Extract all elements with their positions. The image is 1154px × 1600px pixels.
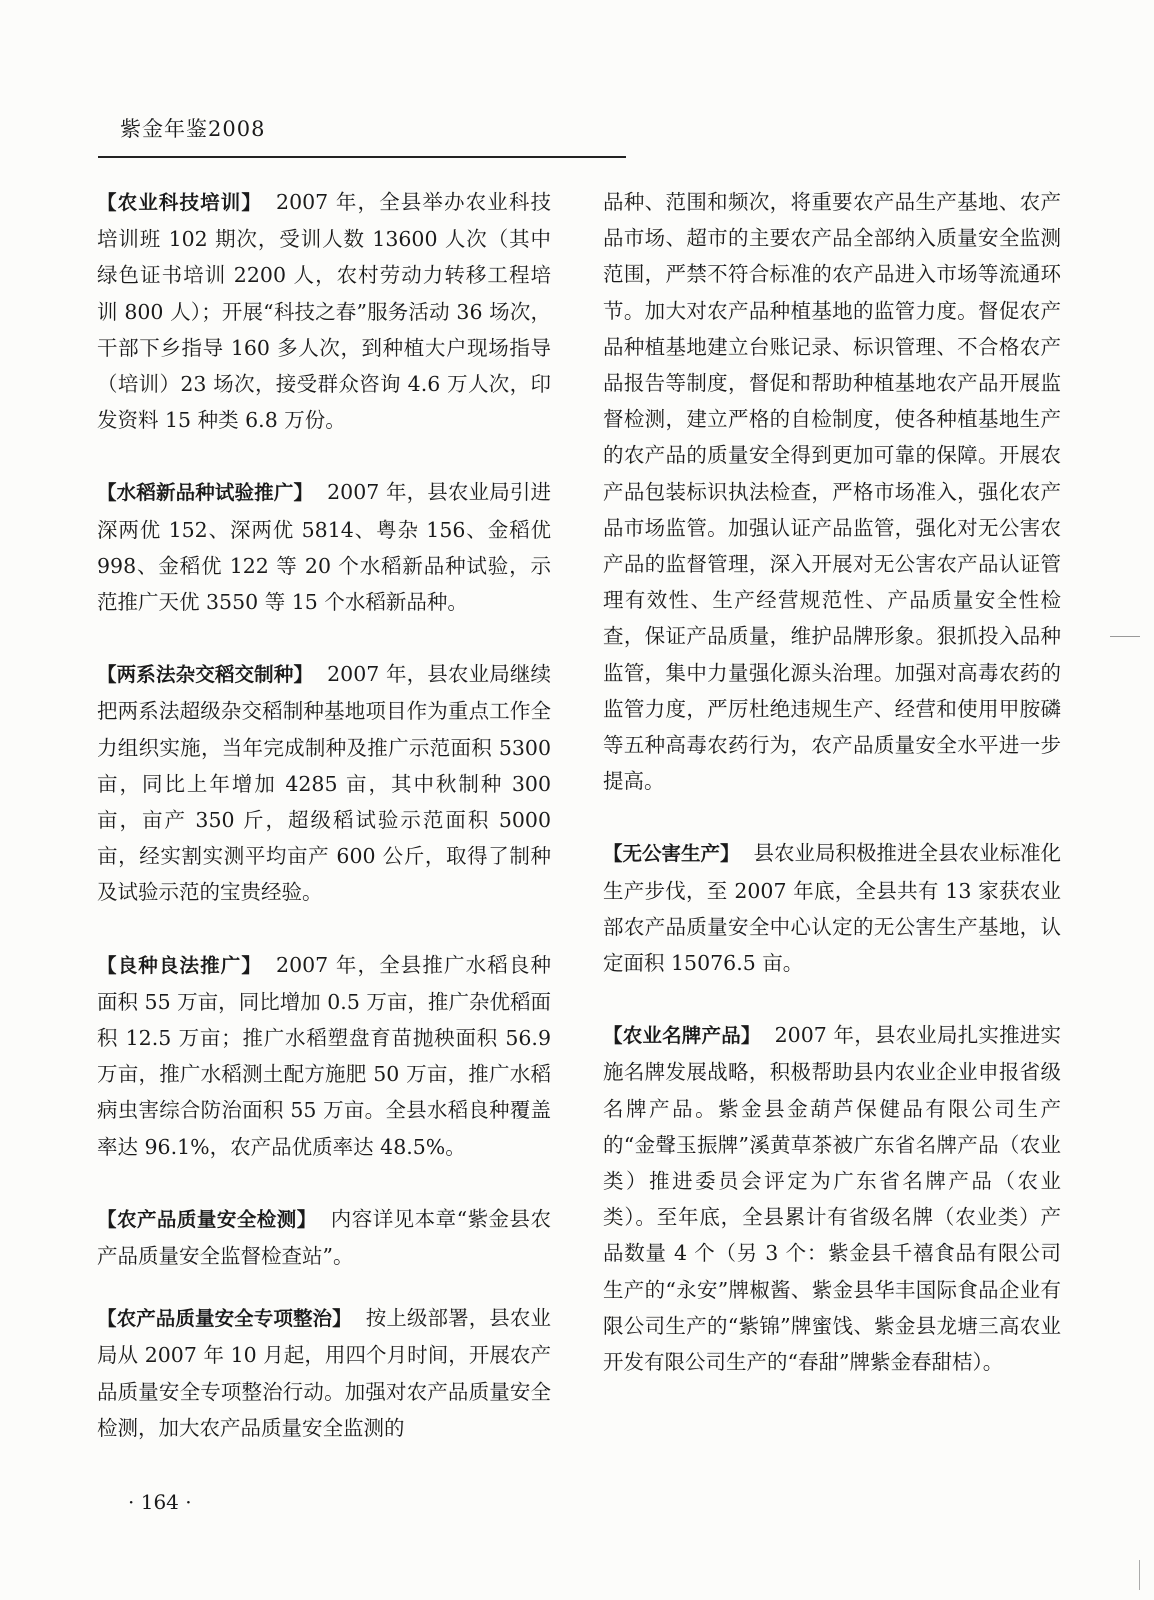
- entry-heading: 【水稻新品种试验推广】: [97, 481, 314, 505]
- entry-quality-testing: [97, 1201, 551, 1274]
- entry-agri-brand-products: [603, 1017, 1061, 1380]
- entry-body: 内容详见本章“紫金县农产品质量安全监督检查站”。: [97, 1206, 551, 1269]
- scan-margin-mark: [1110, 636, 1140, 637]
- entry-body: 2007 年，县农业局引进深两优 152、深两优 5814、粤杂 156、金稻优 998、金稻优 122 等 20 个水稻新品种试验，示范推广天优 3550 等 15 个水稻新品种。: [97, 480, 551, 615]
- running-header-title: 紫金年鉴2008: [120, 117, 266, 141]
- entry-heading: 【农业名牌产品】: [603, 1024, 761, 1048]
- scan-edge-mark: [1139, 1560, 1144, 1590]
- entry-heading: 【农业科技培训】: [97, 191, 263, 214]
- entry-continuation: 品种、范围和频次，将重要农产品生产基地、农产品市场、超市的主要农产品全部纳入质量安全监测范围，严禁不符合标准的农产品进入市场等流通环节。加大对农产品种植基地的监管力度。督促农产品种植基地建立台账记录、标识管理、不合格农产品报告等制度，督促和帮助种植基地农产品开展监督检测，建立严格的自检制度，使各种植基地生产的农产品的质量安全得到更加可靠的保障。开展农产品包装标识执法检查，严格市场准入，强化农产品市场监管。加强认证产品监管，强化对无公害农产品的监督管理，深入开展对无公害农产品认证管理有效性、生产经营规范性、产品质量安全性检查，保证产品质量，维护品牌形象。狠抓投入品种监管，集中力量强化源头治理。加强对高毒农药的监管力度，严厉杜绝违规生产、经营和使用甲胺磷等五种高毒农药行为，农产品质量安全水平进一步提高。: [603, 190, 1061, 794]
- entry-heading: 【两系法杂交稻交制种】: [97, 663, 314, 687]
- entry-heading: 【良种良法推广】: [97, 953, 263, 977]
- entry-body: 2007 年，全县举办农业科技培训班 102 期次，受训人数 13600 人次（其中绿色证书培训 2200 人，农村劳动力转移工程培训 800 人）；开展“科技之春”服务活动 36 场次，干部下乡指导 160 多人次，到种植大户现场指导（培训）23 场次，接受群众咨询 4.6 万人次，印发资料 15 种类 6.8 万份。: [97, 190, 551, 433]
- entry-pollution-free-production: [603, 835, 1061, 981]
- entry-body: 2007 年，全县推广水稻良种面积 55 万亩，同比增加 0.5 万亩，推广杂优稻面积 12.5 万亩；推广水稻塑盘育苗抛秧面积 56.9 万亩，推广水稻测土配方施肥 50 万亩，推广水稻病虫害综合防治面积 55 万亩。全县水稻良种覆盖率达 96.1%，农产品优质率达 48.5%。: [97, 952, 551, 1159]
- header-divider: [98, 156, 626, 158]
- entry-body: 县农业局积极推进全县农业标准化生产步伐，至 2007 年底，全县共有 13 家获农业部农产品质量安全中心认定的无公害生产基地，认定面积 15076.5 亩。: [603, 841, 1062, 976]
- entry-body: 2007 年，县农业局继续把两系法超级杂交稻制种基地项目作为重点工作全力组织实施，当年完成制种及推广示范面积 5300 亩，同比上年增加 4285 亩，其中秋制种 300 亩，亩产 350 斤，超级稻试验示范面积 5000 亩，经实割实测平均亩产 600 公斤，取得了制种及试验示范的宝贵经验。: [97, 662, 551, 905]
- entry-hybrid-rice-seed: [97, 656, 551, 910]
- right-column: [603, 184, 1061, 1416]
- entry-improved-variety-promotion: [97, 947, 551, 1165]
- entry-body: 按上级部署，县农业局从 2007 年 10 月起，用四个月时间，开展农产品质量安全专项整治行动。加强对农产品质量安全检测，加大农产品质量安全监测的: [97, 1306, 551, 1440]
- entry-agri-tech-training: [97, 184, 551, 438]
- left-column: [97, 184, 551, 1482]
- entry-rice-variety-trial: [97, 474, 551, 620]
- entry-heading: 【农产品质量安全专项整治】: [97, 1307, 352, 1331]
- entry-quality-special-rectification: [97, 1300, 551, 1446]
- entry-body: 2007 年，县农业局扎实推进实施名牌发展战略，积极帮助县内农业企业申报省级名牌产品。紫金县金葫芦保健品有限公司生产的“金聲玉振牌”溪黄草茶被广东省名牌产品（农业类）推进委员会评定为广东省名牌产品（农业类）。至年底，全县累计有省级名牌（农业类）产品数量 4 个（另 3 个：紫金县千禧食品有限公司生产的“永安”牌椒酱、紫金县华丰国际食品企业有限公司生产的“紫锦”牌蜜饯、紫金县龙塘三高农业开发有限公司生产的“春甜”牌紫金春甜桔）。: [603, 1023, 1061, 1375]
- page-number: · 164 ·: [128, 1490, 192, 1514]
- entry-heading: 【农产品质量安全检测】: [97, 1207, 317, 1231]
- entry-heading: 【无公害生产】: [603, 842, 740, 866]
